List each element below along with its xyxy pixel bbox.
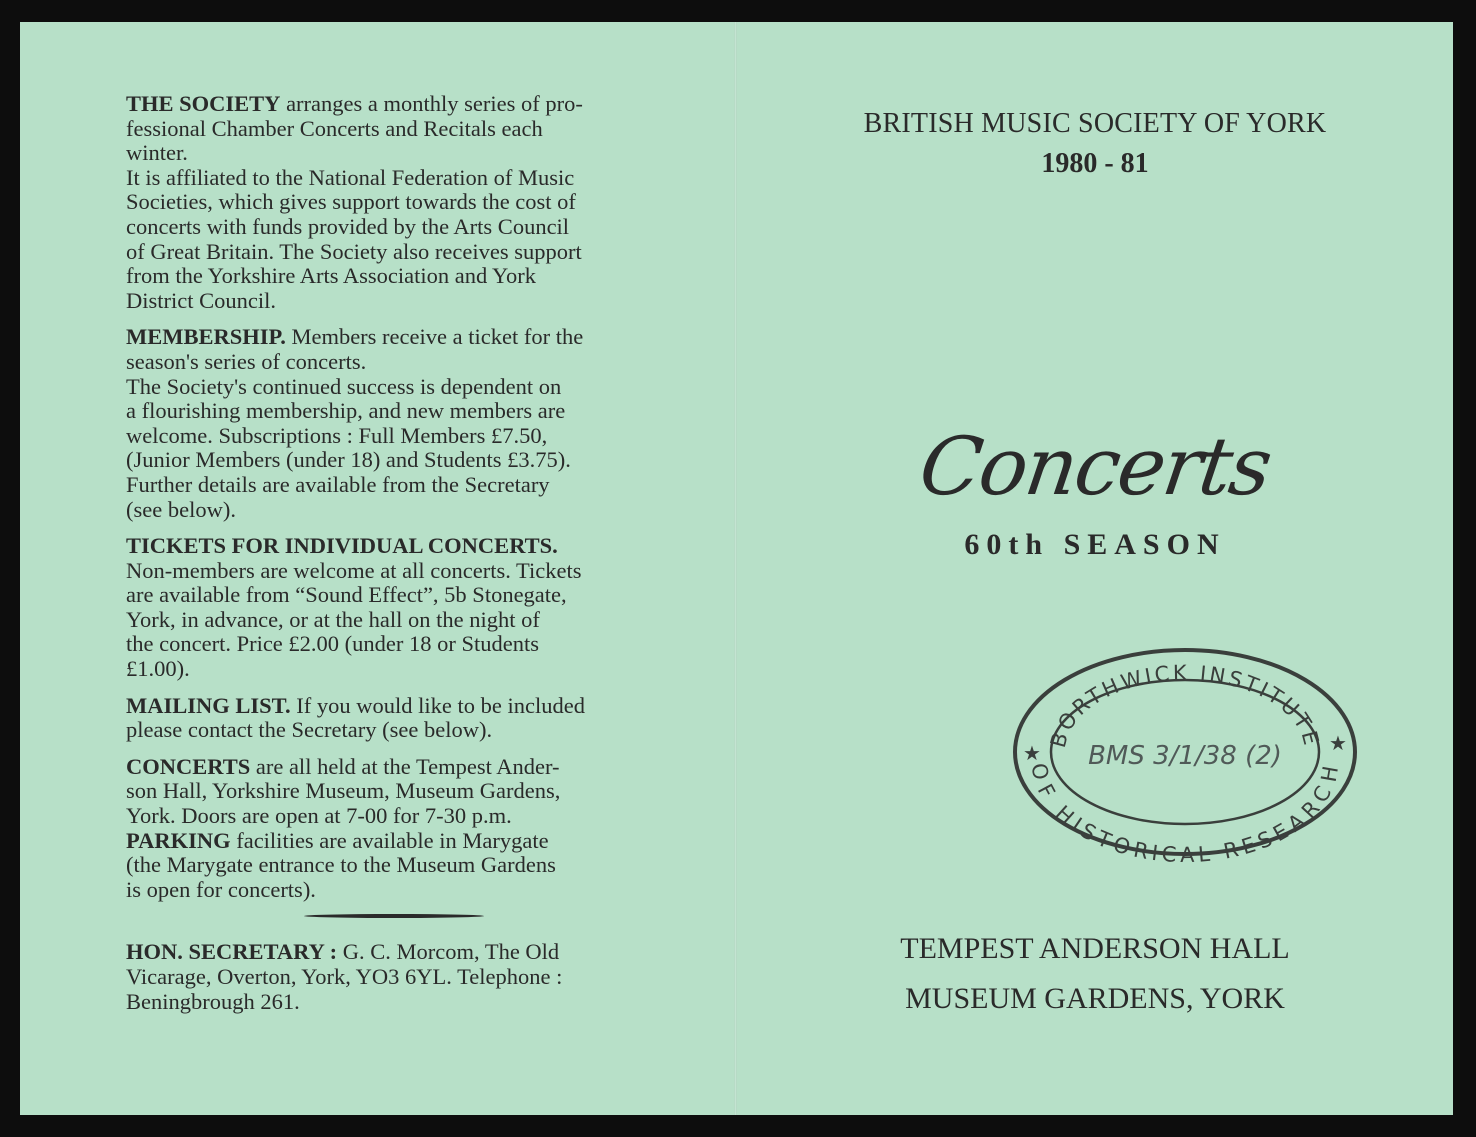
mailing-paragraph [126, 694, 656, 743]
stamp-star-icon: ★ [1023, 743, 1041, 765]
text-line: (see below). [126, 496, 236, 522]
text-line: fessional Chamber Concerts and Recitals each [126, 115, 543, 141]
parking-paragraph [126, 829, 656, 903]
secretary-heading: HON. SECRETARY : [126, 939, 338, 965]
text-line: is open for concerts). [126, 876, 316, 902]
text-line: winter. [126, 140, 188, 166]
membership-paragraph [126, 325, 656, 522]
divider-rule [304, 914, 484, 918]
text-line: It is affiliated to the National Federation of Music [126, 164, 575, 190]
text-line: £1.00). [126, 656, 190, 682]
text-line: a flourishing membership, and new members are [126, 398, 566, 424]
text-line: Vicarage, Overton, York, YO3 6YL. Telephone : [126, 964, 563, 989]
text-line: Members receive a ticket for the [285, 324, 584, 350]
season-years: 1980 - 81 [1041, 148, 1149, 179]
left-panel [126, 92, 656, 1026]
text-line: Beningbrough 261. [126, 988, 300, 1014]
text-line: G. C. Morcom, The Old [337, 939, 560, 965]
text-line: Further details are available from the Secretary [126, 471, 550, 497]
archive-stamp [1010, 642, 1360, 862]
stamp-star-icon: ★ [1329, 733, 1347, 755]
concerts-heading: CONCERTS [126, 753, 251, 779]
text-line: York. Doors are open at 7-00 for 7-30 p.m. [126, 803, 512, 829]
parking-heading: PARKING [126, 827, 231, 853]
text-line: Societies, which gives support towards the cost of [126, 189, 576, 215]
secretary-paragraph [126, 940, 656, 1014]
text-line: from the Yorkshire Arts Association and York [126, 263, 537, 289]
text-line: arranges a monthly series of pro- [280, 91, 583, 116]
text-line: District Council. [126, 287, 276, 313]
stamp-top-text: BORTHWICK INSTITUTE [1045, 660, 1325, 751]
stamp-bottom-text: OF HISTORICAL RESEARCH [1026, 761, 1344, 862]
right-panel [737, 22, 1453, 1115]
text-line: of Great Britain. The Society also receives support [126, 238, 582, 264]
text-line: welcome. Subscriptions : Full Members £7.50, [126, 422, 548, 448]
text-line: son Hall, Yorkshire Museum, Museum Gardens, [126, 778, 561, 804]
text-line: Non-members are welcome at all concerts. Tickets [126, 557, 582, 583]
script-title: Concerts [914, 420, 1276, 513]
season-label: 60th SEASON [964, 528, 1226, 561]
concerts-paragraph [126, 755, 656, 829]
leaflet-sheet [20, 22, 1453, 1115]
stamp-reference: BMS 3/1/38 (2) [1088, 741, 1282, 771]
text-line: the concert. Price £2.00 (under 18 or Students [126, 631, 540, 657]
text-line: season's series of concerts. [126, 348, 367, 374]
tickets-paragraph [126, 534, 656, 682]
text-line: York, in advance, or at the hall on the night of [126, 606, 540, 632]
society-title: BRITISH MUSIC SOCIETY OF YORK [863, 108, 1327, 139]
text-line: If you would like to be included [290, 692, 585, 718]
text-line: (Junior Members (under 18) and Students £3.75). [126, 447, 571, 473]
text-line: please contact the Secretary (see below). [126, 717, 493, 743]
text-line: facilities are available in Marygate [230, 827, 549, 853]
society-heading: THE SOCIETY [126, 91, 281, 116]
text-line: are all held at the Tempest Ander- [250, 753, 560, 779]
venue-line-1: TEMPEST ANDERSON HALL [900, 932, 1290, 965]
text-line: The Society's continued success is dependent on [126, 373, 562, 399]
society-paragraph [126, 92, 656, 313]
membership-heading: MEMBERSHIP. [126, 324, 286, 350]
text-line: are available from “Sound Effect”, 5b Stonegate, [126, 582, 567, 608]
text-line: (the Marygate entrance to the Museum Gardens [126, 852, 556, 878]
mailing-heading: MAILING LIST. [126, 692, 291, 718]
venue-line-2: MUSEUM GARDENS, YORK [905, 982, 1285, 1015]
text-line: concerts with funds provided by the Arts Council [126, 213, 570, 239]
tickets-heading: TICKETS FOR INDIVIDUAL CONCERTS. [126, 533, 558, 559]
